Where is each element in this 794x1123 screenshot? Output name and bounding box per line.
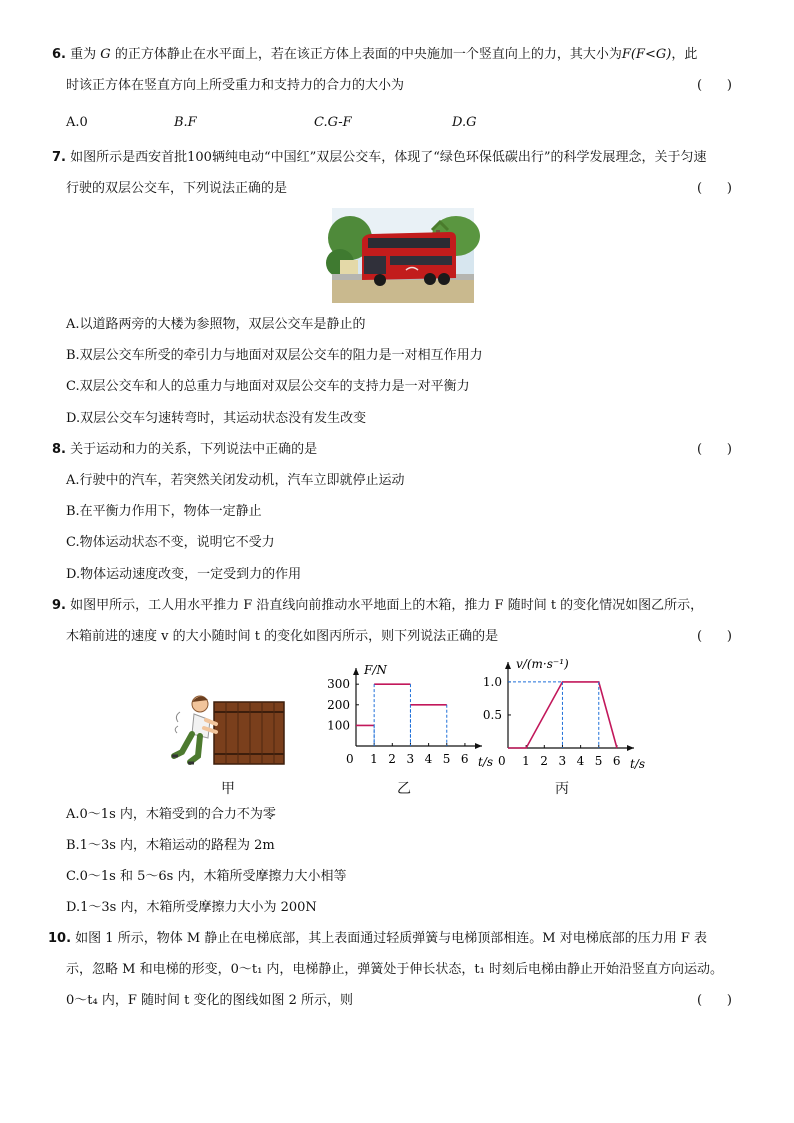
worker-pushing-crate-illustration — [170, 690, 288, 770]
q9-option-d: D.1～3s 内，木箱所受摩擦力大小为 200N — [66, 900, 317, 915]
q7-option-b: B.双层公交车所受的牵引力与地面对双层公交车的阻力是一对相互作用力 — [66, 348, 483, 363]
q6-condition: (F<G) — [630, 47, 672, 62]
x-axis-label: t/s — [630, 757, 646, 771]
q6-text-b: 的正方体静止在水平面上，若在该正方体上表面的中央施加一个竖直向上的力，其大小为 — [114, 47, 622, 62]
x-tick-label: 5 — [442, 752, 451, 766]
q6-text-a: 重为 — [70, 47, 97, 62]
y-tick-label: 100 — [327, 718, 350, 733]
q6-symbol-f: F — [621, 47, 631, 62]
crate — [214, 702, 284, 764]
q10-line2: 示，忽略 M 和电梯的形变，0～t₁ 内，电梯静止，弹簧处于伸长状态，t₁ 时刻后电梯由静止开始沿竖直方向运动。 — [66, 962, 723, 977]
q9-number: 9. — [52, 598, 66, 613]
x-tick-label: 2 — [388, 752, 396, 766]
q6-line1 — [52, 46, 697, 64]
q6-option-c: C.G-F — [314, 115, 352, 130]
x-tick-label: 0 — [346, 752, 354, 766]
y-axis-label: F/N — [364, 663, 387, 677]
q7-number: 7. — [52, 150, 66, 165]
q7-answer-bracket: ( ) — [697, 181, 732, 196]
x-tick-label: 1 — [522, 754, 530, 768]
y-tick-label: 200 — [327, 697, 350, 712]
q7-line1 — [52, 149, 707, 167]
x-tick-label: 6 — [612, 754, 621, 768]
q9-text: 如图甲所示，工人用水平推力 F 沿直线向前推动水平地面上的木箱，推力 F 随时间 t 的变化情况如图乙所示， — [70, 598, 704, 613]
x-tick-label: 0 — [498, 754, 506, 768]
x-tick-label: 5 — [594, 754, 603, 768]
q6-option-b: B.F — [174, 115, 197, 130]
q7-option-a: A.以道路两旁的大楼为参照物，双层公交车是静止的 — [66, 317, 366, 332]
y-axis-arrow — [353, 668, 359, 675]
y-tick-label: 300 — [327, 677, 350, 692]
x-tick-label: 2 — [540, 754, 548, 768]
q10-number: 10. — [48, 931, 72, 946]
worker — [172, 696, 216, 763]
q8-text: 关于运动和力的关系，下列说法中正确的是 — [70, 442, 318, 457]
q9-option-a: A.0～1s 内，木箱受到的合力不为零 — [66, 807, 276, 822]
q8-option-d: D.物体运动速度改变，一定受到力的作用 — [66, 567, 302, 582]
q6-option-d: D.G — [452, 115, 477, 130]
q6-option-a: A.0 — [66, 115, 88, 130]
q9-line1 — [52, 597, 703, 615]
x-tick-label: 3 — [558, 754, 567, 768]
q6-symbol-g: G — [100, 47, 111, 62]
q10-line1 — [48, 930, 707, 948]
y-axis-label: v/(m·s⁻¹) — [516, 657, 569, 671]
y-axis-arrow — [505, 662, 511, 669]
x-tick-label: 6 — [460, 752, 469, 766]
bus-photo — [332, 208, 474, 303]
velocity-time-chart — [478, 650, 646, 771]
x-tick-label: 3 — [406, 752, 415, 766]
q6-text-c: ，此 — [671, 47, 698, 62]
q7-line2: 行驶的双层公交车，下列说法正确的是 — [66, 181, 288, 196]
q9-option-c: C.0～1s 和 5～6s 内，木箱所受摩擦力大小相等 — [66, 869, 347, 884]
q9-answer-bracket: ( ) — [697, 629, 732, 644]
y-tick-label: 0.5 — [482, 707, 502, 722]
figure-label-bing: 丙 — [555, 781, 569, 797]
q8-line1 — [52, 441, 317, 459]
x-tick-label: 4 — [576, 754, 585, 768]
x-axis-label: t/s — [478, 755, 494, 769]
q7-option-d: D.双层公交车匀速转弯时，其运动状态没有发生改变 — [66, 411, 367, 426]
q8-answer-bracket: ( ) — [697, 442, 732, 457]
q6-answer-bracket: ( ) — [697, 78, 732, 93]
x-axis-arrow — [627, 745, 634, 751]
q8-number: 8. — [52, 442, 66, 457]
q9-option-b: B.1～3s 内，木箱运动的路程为 2m — [66, 838, 275, 853]
q8-option-a: A.行驶中的汽车，若突然关闭发动机，汽车立即就停止运动 — [66, 473, 405, 488]
q10-text: 如图 1 所示，物体 M 静止在电梯底部，其上表面通过轻质弹簧与电梯顶部相连。M 对电梯底部的压力用 F 表 — [75, 931, 708, 946]
figure-label-jia: 甲 — [221, 781, 235, 797]
q8-option-b: B.在平衡力作用下，物体一定静止 — [66, 504, 262, 519]
figure-label-yi: 乙 — [397, 781, 411, 797]
q9-line2: 木箱前进的速度 v 的大小随时间 t 的变化如图丙所示，则下列说法正确的是 — [66, 629, 499, 644]
y-tick-label: 1.0 — [482, 674, 502, 689]
q10-answer-bracket: ( ) — [697, 993, 732, 1008]
x-tick-label: 1 — [370, 752, 378, 766]
q7-text: 如图所示是西安首批100辆纯电动“中国红”双层公交车，体现了“绿色环保低碳出行”的科学发展理念，关于匀速 — [70, 150, 707, 165]
q6-number: 6. — [52, 47, 66, 62]
q7-option-c: C.双层公交车和人的总重力与地面对双层公交车的支持力是一对平衡力 — [66, 379, 470, 394]
q6-line2: 时该正方体在竖直方向上所受重力和支持力的合力的大小为 — [66, 78, 405, 93]
x-tick-label: 4 — [424, 752, 433, 766]
q10-line3: 0～t₄ 内，F 随时间 t 变化的图线如图 2 所示，则 — [66, 993, 354, 1008]
q8-option-c: C.物体运动状态不变，说明它不受力 — [66, 535, 275, 550]
